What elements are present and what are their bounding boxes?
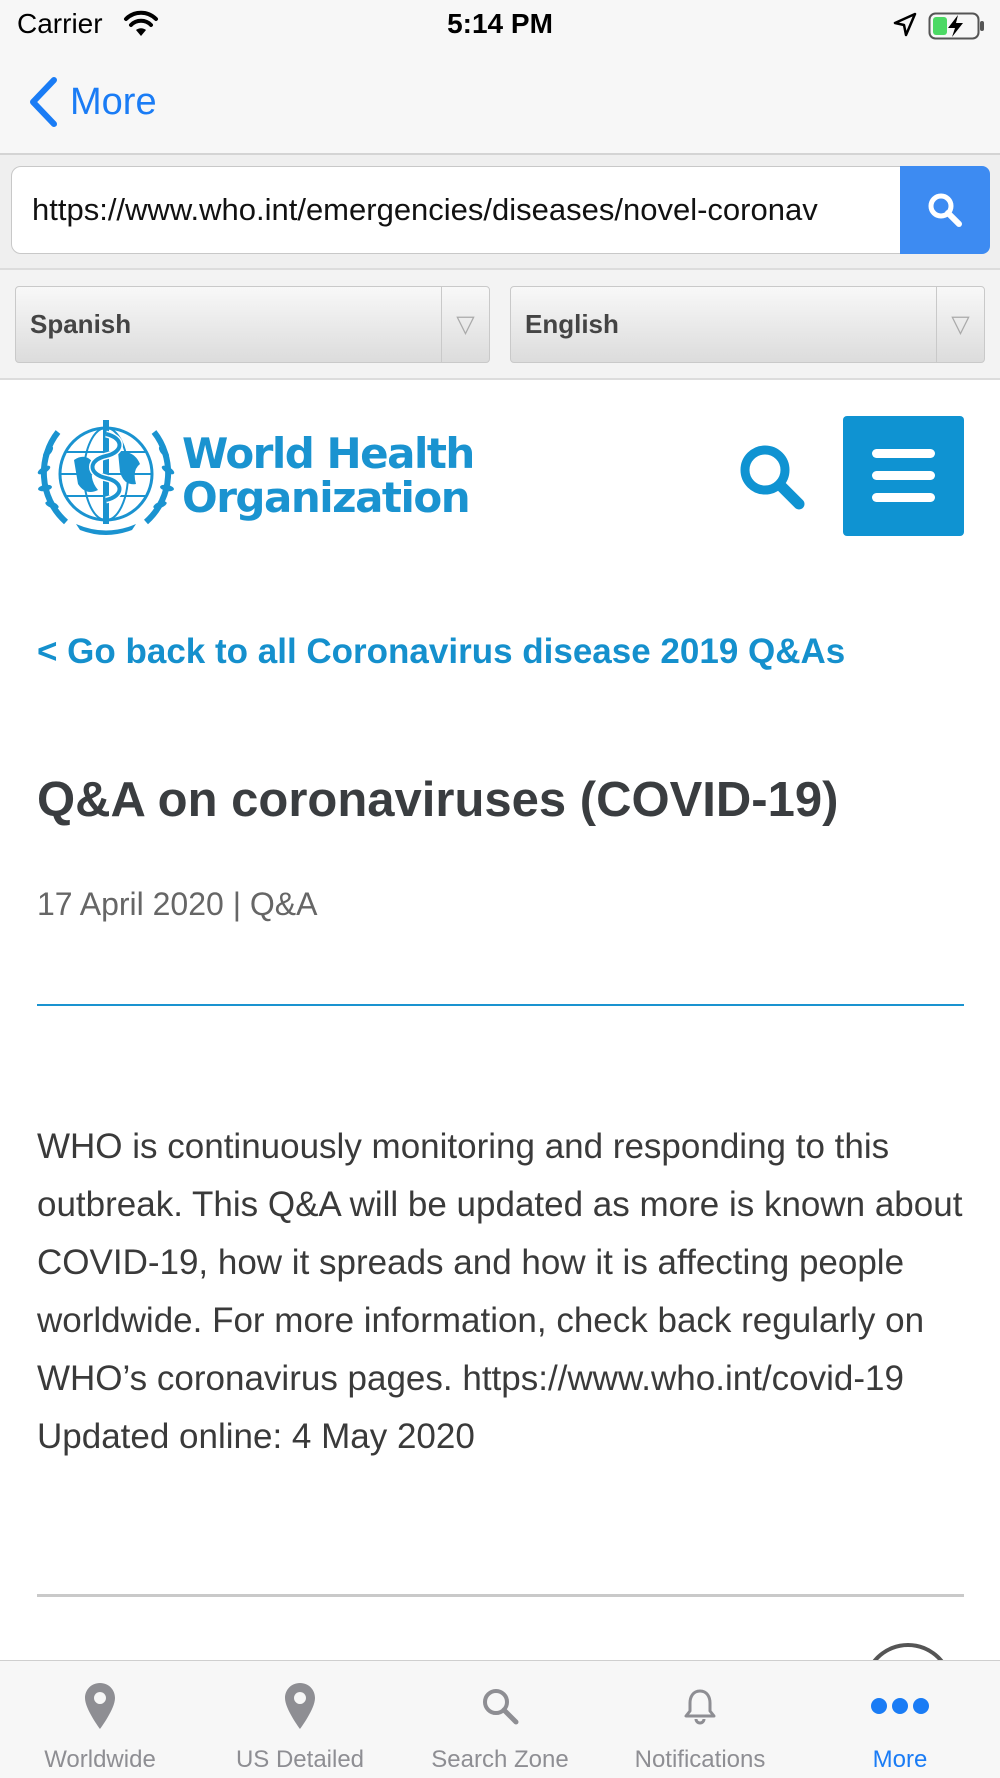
chevron-left-icon [28,76,58,128]
tab-label: US Detailed [235,1746,365,1773]
who-name-line1: World Health [182,429,474,478]
tab-search-zone[interactable] [400,1661,600,1778]
url-search-button[interactable] [900,166,990,254]
search-icon [925,190,965,230]
source-language-select[interactable] [15,286,490,363]
location-arrow-icon [893,12,917,38]
tab-us-detailed[interactable] [200,1661,400,1778]
more-dots-icon [870,1696,930,1716]
target-language-value: English [525,309,619,339]
divider [37,1594,964,1597]
battery-charging-icon [928,12,986,40]
carrier-label: Carrier [17,8,103,39]
bell-icon [683,1687,717,1725]
tab-worldwide[interactable] [0,1661,200,1778]
who-wordmark[interactable] [182,429,474,522]
url-text: https://www.who.int/emergencies/diseases/novel-coronav [32,192,818,227]
back-button-label: More [70,80,157,123]
url-bar [0,155,1000,270]
menu-bar-icon [872,449,935,458]
map-pin-icon [283,1681,317,1731]
dropdown-arrow-icon: ▽ [441,287,489,362]
target-language-select[interactable] [510,286,985,363]
tab-label: Notifications [634,1746,766,1773]
intro-paragraph: WHO is continuously monitoring and responding to this outbreak. This Q&A will be updated as more is known about COVID-19, how it spreads and how it is affecting people worldwide. For more information, check back regularly on WHO’s coronavirus pages. https://www.who.int/covid-19 Updated online: 4 May 2020 [37,1127,963,1456]
dropdown-arrow-icon: ▽ [936,287,984,362]
source-language-value: Spanish [30,309,132,339]
divider [37,1004,964,1006]
search-icon [480,1686,520,1726]
map-pin-icon [83,1681,117,1731]
status-time: 5:14 PM [447,8,553,39]
tab-label: Search Zone [431,1746,569,1773]
page-title: Q&A on coronaviruses (COVID-19) [37,773,839,827]
back-button[interactable] [28,72,157,132]
tab-bar [0,1660,1000,1778]
back-to-qas-link[interactable]: < Go back to all Coronavirus disease 2019 Q&As [37,632,846,671]
search-icon[interactable] [735,440,807,512]
tab-label: More [872,1746,928,1773]
menu-bar-icon [872,471,935,480]
who-name-line2: Organization [182,473,470,522]
tab-notifications[interactable] [600,1661,800,1778]
tab-label: Worldwide [44,1746,156,1773]
hamburger-menu-button[interactable] [843,416,964,536]
who-emblem-icon[interactable] [36,412,176,537]
navigation-bar [0,50,1000,155]
menu-bar-icon [872,493,935,502]
page-date-meta: 17 April 2020 | Q&A [37,886,318,922]
language-selector-bar [0,270,1000,380]
url-input[interactable] [11,166,906,254]
tab-more[interactable] [800,1661,1000,1778]
status-bar [0,0,1000,50]
